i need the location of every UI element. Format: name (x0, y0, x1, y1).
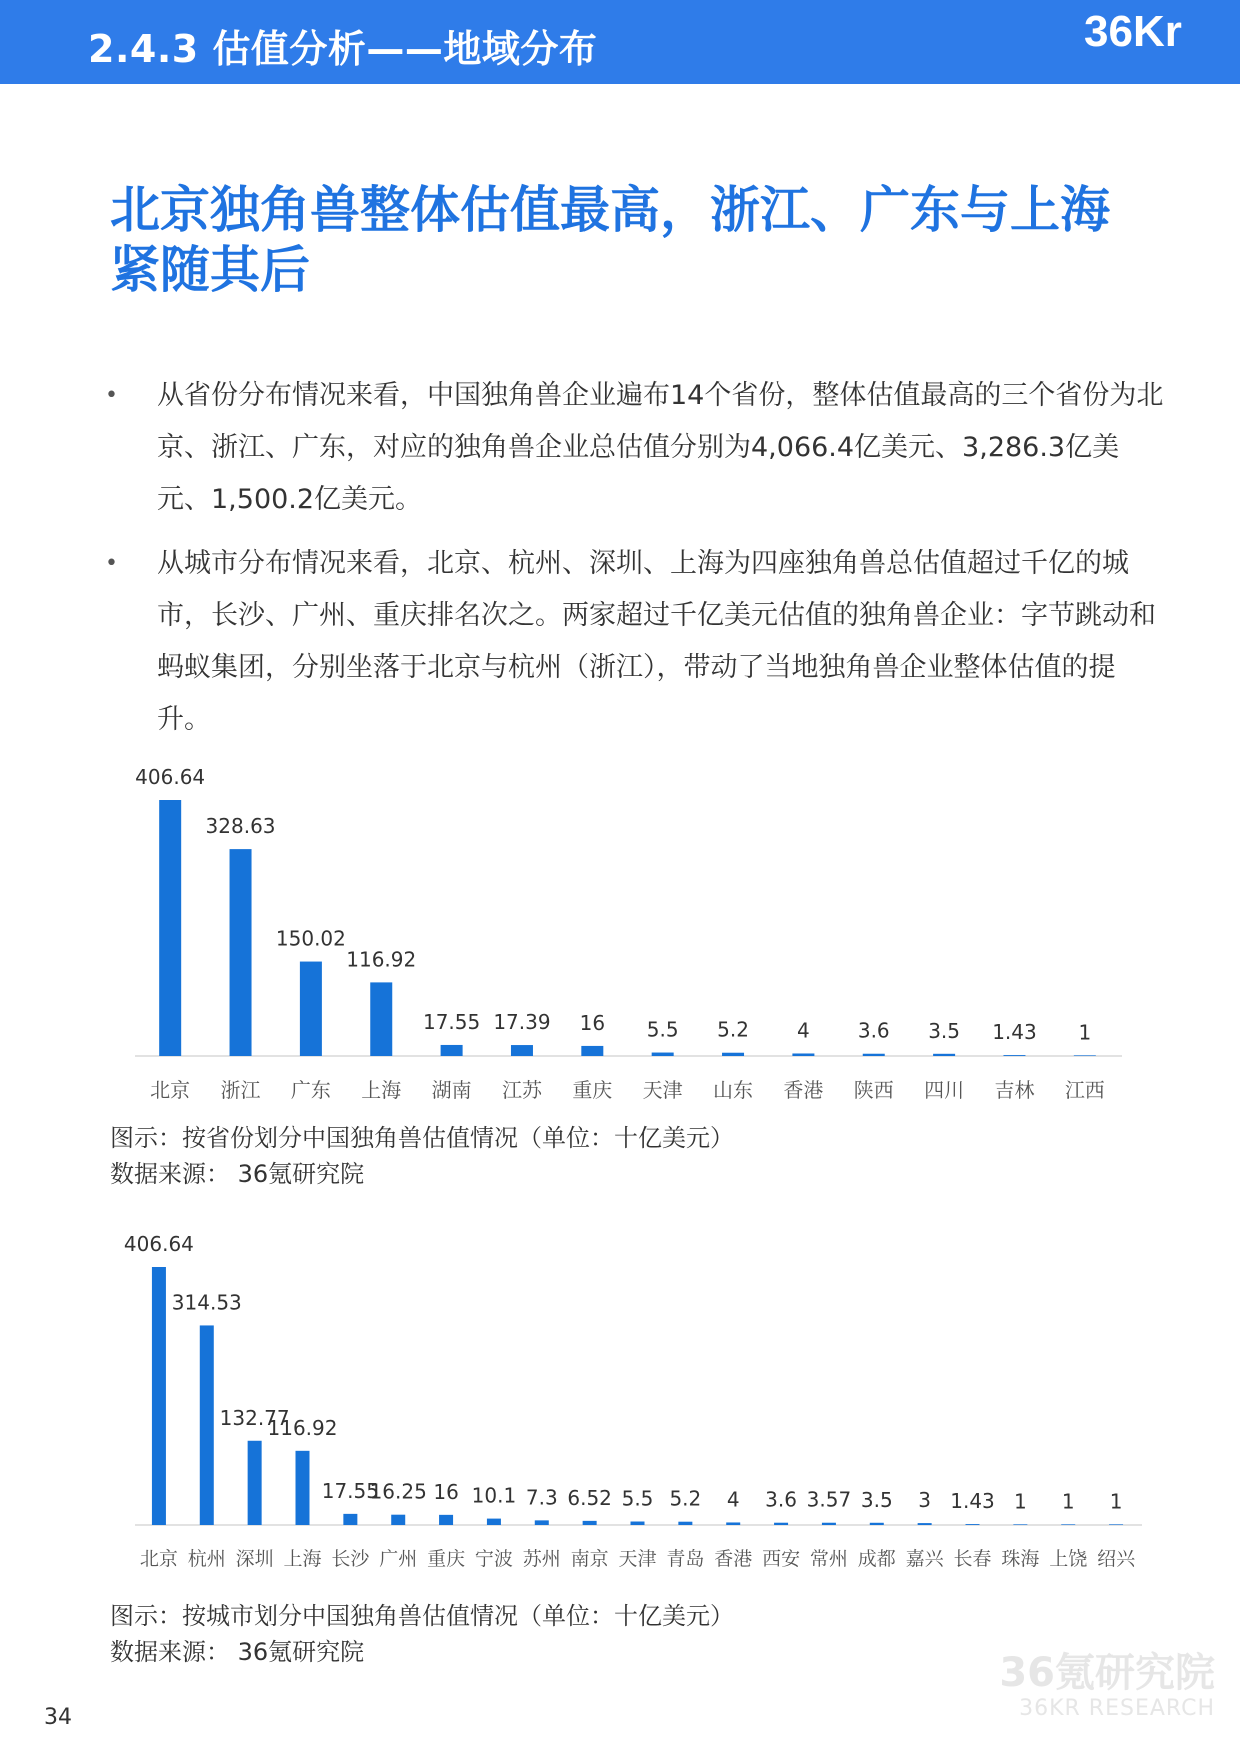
bar-四川 (933, 1054, 955, 1056)
x-tick-label: 山东 (713, 1078, 754, 1102)
bar-苏州 (535, 1520, 549, 1525)
x-tick-label: 天津 (642, 1078, 683, 1102)
bar-深圳 (248, 1441, 262, 1525)
data-label: 150.02 (275, 926, 346, 951)
x-tick-label: 重庆 (427, 1548, 466, 1570)
x-tick-label: 嘉兴 (905, 1548, 944, 1570)
data-label: 1 (1061, 1489, 1075, 1514)
x-tick-label: 北京 (139, 1548, 178, 1570)
data-label: 10.1 (471, 1483, 517, 1508)
header-bar (0, 0, 1240, 84)
data-label: 406.64 (135, 765, 206, 789)
city-chart-caption (110, 1598, 734, 1670)
data-label: 5.2 (669, 1486, 702, 1511)
x-tick-label: 长春 (953, 1548, 992, 1570)
bar-浙江 (230, 849, 252, 1056)
x-tick-label: 上饶 (1049, 1548, 1088, 1570)
data-label: 1 (1078, 1020, 1092, 1045)
data-label: 1.43 (950, 1489, 995, 1514)
data-label: 116.92 (346, 947, 417, 972)
data-label: 314.53 (171, 1290, 242, 1315)
logo-text: 36Kr (1084, 7, 1182, 56)
bar-上海 (370, 982, 392, 1056)
x-tick-label: 北京 (150, 1078, 191, 1102)
data-label: 328.63 (205, 814, 276, 839)
bar-湖南 (441, 1045, 463, 1056)
bar-宁波 (487, 1519, 501, 1525)
x-tick-label: 陕西 (853, 1078, 894, 1102)
page-headline (110, 180, 1150, 300)
data-label: 17.39 (493, 1010, 551, 1035)
bar-天津 (631, 1522, 645, 1525)
data-label: 4 (726, 1487, 740, 1512)
watermark (985, 1650, 1215, 1721)
bar-常州 (822, 1523, 836, 1525)
data-label: 1.43 (992, 1020, 1037, 1045)
data-label: 5.2 (717, 1017, 749, 1042)
bar-香港 (726, 1522, 740, 1525)
x-tick-label: 常州 (809, 1548, 848, 1570)
city-valuation-chart (0, 1220, 1240, 1590)
bullet-marker: • (105, 383, 118, 408)
data-label: 3 (918, 1488, 932, 1513)
headline-line-1: 北京独角兽整体估值最高，浙江、广东与上海 (110, 181, 1110, 239)
data-label: 6.52 (567, 1485, 612, 1510)
data-label: 406.64 (123, 1232, 194, 1256)
bar-山东 (722, 1053, 744, 1056)
bar-杭州 (200, 1325, 214, 1525)
x-tick-label: 四川 (924, 1078, 965, 1102)
headline-line-2: 紧随其后 (110, 241, 310, 299)
section-title: 2.4.3 估值分析——地域分布 (88, 27, 598, 71)
bar-香港 (792, 1053, 814, 1056)
x-tick-label: 重庆 (572, 1078, 613, 1102)
x-tick-label: 深圳 (235, 1548, 274, 1570)
bar-北京 (159, 800, 181, 1056)
bar-重庆 (439, 1515, 453, 1525)
bar-吉林 (1003, 1055, 1025, 1056)
bullet-item (105, 538, 1165, 746)
bar-江西 (1074, 1055, 1096, 1056)
data-label: 3.57 (806, 1487, 852, 1512)
x-tick-label: 珠海 (1001, 1548, 1040, 1570)
x-tick-label: 上海 (361, 1078, 402, 1102)
bar-江苏 (511, 1045, 533, 1056)
city-chart-svg (0, 1220, 1240, 1590)
bar-嘉兴 (918, 1523, 932, 1525)
bullet-text: 从省份分布情况来看，中国独角兽企业遍布14个省份，整体估值最高的三个省份为北京、浙江、广东，对应的独角兽企业总估值分别为4,066.4亿美元、3,286.3亿美元、1,500.2亿美元。 (157, 380, 1164, 515)
data-label: 5.5 (646, 1017, 679, 1042)
bar-长春 (966, 1524, 980, 1525)
bullet-item (105, 370, 1165, 526)
data-label: 3.6 (857, 1018, 890, 1043)
bar-绍兴 (1109, 1524, 1123, 1525)
bullet-text: 从城市分布情况来看，北京、杭州、深圳、上海为四座独角兽总估值超过千亿的城市，长沙、广州、重庆排名次之。两家超过千亿美元估值的独角兽企业：字节跳动和蚂蚁集团，分别坐落于北京与杭州（浙江），带动了当地独角兽企业整体估值的提升。 (157, 548, 1156, 735)
x-tick-label: 江苏 (501, 1078, 542, 1102)
bar-重庆 (581, 1046, 603, 1056)
x-tick-label: 吉林 (994, 1078, 1035, 1102)
x-tick-label: 广州 (379, 1548, 418, 1570)
x-tick-label: 长沙 (331, 1548, 370, 1570)
bullet-list (105, 370, 1165, 758)
province-chart-title: 图示：按省份划分中国独角兽估值情况（单位：十亿美元） (110, 1124, 734, 1152)
data-label: 1 (1013, 1489, 1027, 1514)
x-tick-label: 南京 (570, 1548, 609, 1570)
x-tick-label: 香港 (714, 1548, 753, 1570)
x-tick-label: 江西 (1064, 1078, 1105, 1102)
bar-南京 (583, 1521, 597, 1525)
bar-西安 (774, 1523, 788, 1525)
province-chart-source: 数据来源： 36氪研究院 (110, 1160, 365, 1188)
data-label: 3.5 (928, 1018, 961, 1043)
page-number: 34 (44, 1705, 72, 1730)
x-tick-label: 上海 (283, 1548, 322, 1570)
x-tick-label: 浙江 (220, 1078, 261, 1102)
bar-天津 (652, 1053, 674, 1056)
bar-长沙 (343, 1514, 357, 1525)
x-tick-label: 香港 (783, 1078, 824, 1102)
data-label: 5.5 (621, 1486, 654, 1511)
data-label: 4 (797, 1018, 810, 1043)
data-label: 16 (579, 1010, 606, 1035)
data-label: 7.3 (525, 1485, 558, 1510)
bar-上海 (296, 1451, 310, 1525)
bar-成都 (870, 1523, 884, 1525)
x-tick-label: 西安 (762, 1548, 801, 1570)
data-label: 16 (433, 1479, 459, 1504)
watermark-cn: 36氪研究院 (999, 1650, 1215, 1696)
city-chart-title: 图示：按城市划分中国独角兽估值情况（单位：十亿美元） (110, 1602, 734, 1630)
bar-广东 (300, 962, 322, 1056)
bar-青岛 (678, 1522, 692, 1525)
province-chart-svg (0, 755, 1240, 1115)
bar-北京 (152, 1267, 166, 1525)
x-tick-label: 绍兴 (1097, 1548, 1136, 1570)
data-label: 116.92 (267, 1415, 338, 1440)
data-label: 1 (1109, 1489, 1123, 1514)
36kr-logo (1080, 0, 1240, 84)
bar-广州 (391, 1515, 405, 1525)
province-chart-caption (110, 1120, 734, 1192)
x-tick-label: 天津 (618, 1548, 657, 1570)
bar-陕西 (863, 1054, 885, 1056)
bar-上饶 (1061, 1524, 1075, 1525)
data-label: 17.55 (422, 1009, 481, 1034)
city-chart-source: 数据来源： 36氪研究院 (110, 1638, 365, 1666)
x-tick-label: 湖南 (431, 1078, 472, 1102)
data-label: 16.25 (369, 1479, 427, 1504)
data-label: 17.55 (321, 1478, 379, 1503)
bullet-marker: • (105, 551, 118, 576)
x-tick-label: 苏州 (522, 1548, 561, 1570)
x-tick-label: 广东 (290, 1078, 331, 1102)
data-label: 3.5 (860, 1487, 893, 1512)
x-tick-label: 杭州 (187, 1548, 226, 1570)
data-label: 132.77 (219, 1405, 290, 1430)
x-tick-label: 青岛 (666, 1548, 705, 1570)
province-valuation-chart (0, 755, 1240, 1115)
x-tick-label: 成都 (857, 1548, 896, 1570)
data-label: 3.6 (765, 1487, 797, 1512)
watermark-en: 36KR RESEARCH (1019, 1696, 1215, 1721)
bar-珠海 (1013, 1524, 1027, 1525)
x-tick-label: 宁波 (474, 1548, 513, 1570)
